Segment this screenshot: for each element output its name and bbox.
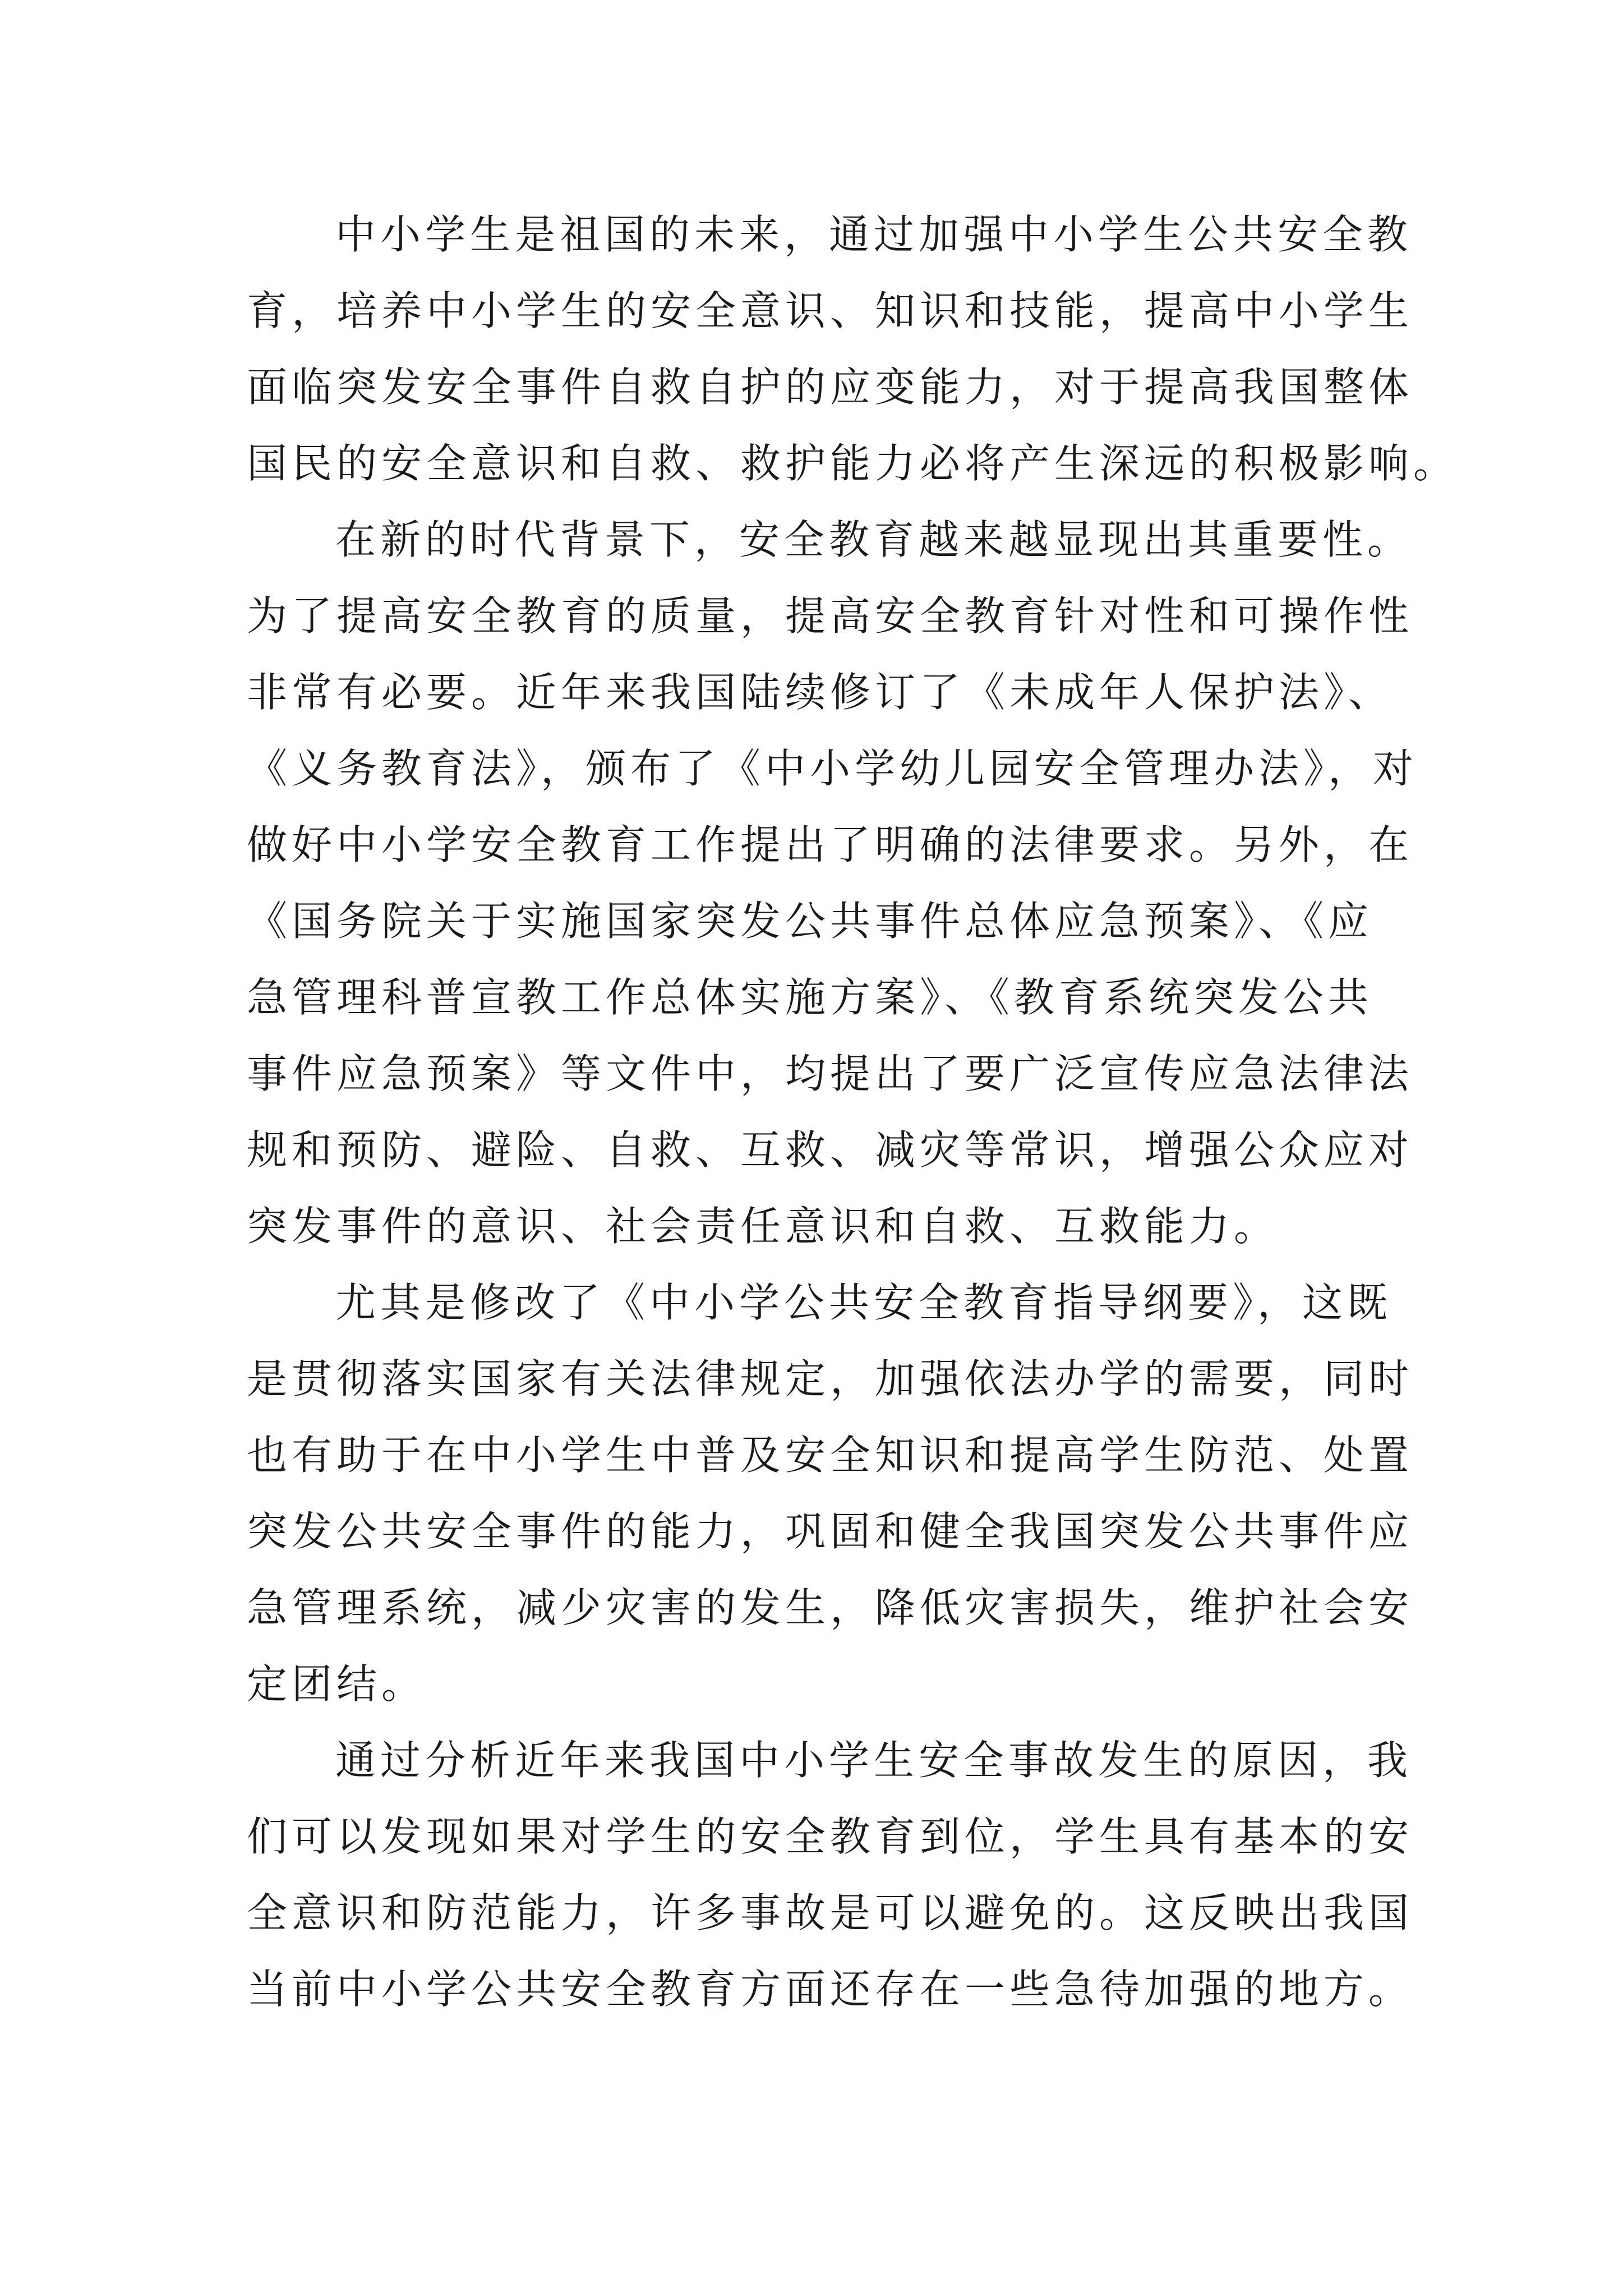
paragraph-line: 急管理科普宣教工作总体实施方案》、《教育系统突发公共 xyxy=(247,974,1373,1021)
paragraph-line: 非常有必要。近年来我国陆续修订了《未成年人保护法》、 xyxy=(247,669,1394,716)
paragraph-line: 为了提高安全教育的质量，提高安全教育针对性和可操作性 xyxy=(247,592,1414,639)
paragraph-line: 事件应急预案》等文件中，均提出了要广泛宣传应急法律法 xyxy=(247,1050,1414,1097)
paragraph-line: 也有助于在中小学生中普及安全知识和提高学生防范、处置 xyxy=(247,1432,1414,1479)
paragraph-line: 全意识和防范能力，许多事故是可以避免的。这反映出我国 xyxy=(247,1889,1414,1936)
paragraph-line: 突发事件的意识、社会责任意识和自救、互救能力。 xyxy=(247,1203,1279,1250)
paragraph-line: 尤其是修改了《中小学公共安全教育指导纲要》，这既 xyxy=(335,1279,1393,1326)
paragraph-line: 面临突发安全事件自救自护的应变能力，对于提高我国整体 xyxy=(247,364,1414,411)
paragraph-4 xyxy=(247,1722,1414,2027)
paragraph-2 xyxy=(247,501,1418,1264)
paragraph-1 xyxy=(247,196,1459,501)
paragraph-line: 急管理系统，减少灾害的发生，降低灾害损失，维护社会安 xyxy=(247,1584,1414,1631)
paragraph-line: 定团结。 xyxy=(247,1660,427,1708)
paragraph-line: 《义务教育法》，颁布了《中小学幼儿园安全管理办法》，对 xyxy=(247,745,1418,792)
paragraph-line: 《国务院关于实施国家突发公共事件总体应急预案》、《应 xyxy=(247,898,1373,945)
paragraph-line: 在新的时代背景下，安全教育越来越显现出其重要性。 xyxy=(335,516,1413,563)
paragraph-line: 做好中小学安全教育工作提出了明确的法律要求。另外，在 xyxy=(247,821,1414,868)
paragraph-line: 当前中小学公共安全教育方面还存在一些急待加强的地方。 xyxy=(247,1966,1414,2013)
paragraph-line: 突发公共安全事件的能力，巩固和健全我国突发公共事件应 xyxy=(247,1508,1414,1555)
paragraph-line: 育，培养中小学生的安全意识、知识和技能，提高中小学生 xyxy=(247,287,1414,334)
paragraph-line: 是贯彻落实国家有关法律规定，加强依法办学的需要，同时 xyxy=(247,1355,1414,1402)
paragraph-line: 规和预防、避险、自救、互救、减灾等常识，增强公众应对 xyxy=(247,1126,1414,1174)
paragraph-line: 中小学生是祖国的未来，通过加强中小学生公共安全教 xyxy=(335,211,1413,258)
paragraph-line: 通过分析近年来我国中小学生安全事故发生的原因，我 xyxy=(335,1737,1413,1784)
paragraph-line: 们可以发现如果对学生的安全教育到位，学生具有基本的安 xyxy=(247,1813,1414,1860)
paragraph-3 xyxy=(247,1264,1414,1722)
document-body xyxy=(247,196,1459,2027)
paragraph-line: 国民的安全意识和自救、救护能力必将产生深远的积极影响。 xyxy=(247,440,1459,487)
